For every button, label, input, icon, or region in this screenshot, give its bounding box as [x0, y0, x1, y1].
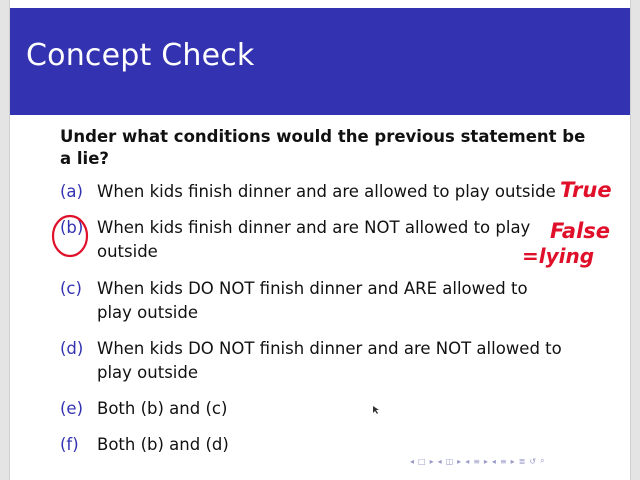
false-handwritten-note: False [550, 219, 611, 243]
left-arrow-icon[interactable]: ◂ [491, 456, 496, 466]
option-text: When kids DO NOT finish dinner and ARE allowed to play outside [97, 279, 528, 322]
right-arrow-icon[interactable]: ▸ [429, 456, 434, 466]
option-text: Both (b) and (c) [97, 399, 228, 418]
option-e [60, 397, 580, 421]
option-c [60, 277, 580, 325]
slide [10, 0, 630, 480]
option-label: (e) [60, 399, 84, 418]
zoom-icon[interactable]: ↺ [529, 456, 537, 466]
mouse-cursor-icon [372, 405, 380, 415]
option-label: (c) [60, 279, 82, 298]
lying-handwritten-note: =lying [522, 244, 595, 268]
option-label: (d) [60, 339, 84, 358]
frame-nav-icon[interactable]: □ [418, 456, 426, 466]
subsection-nav-icon[interactable]: ◫ [445, 456, 454, 466]
left-arrow-icon[interactable]: ◂ [465, 456, 470, 466]
section-nav-icon[interactable]: ≡ [473, 456, 480, 466]
true-handwritten-note: True [560, 178, 612, 202]
option-b [60, 216, 580, 264]
option-text: When kids finish dinner and are NOT allowed to play outside [97, 218, 531, 261]
right-window-border [630, 0, 640, 480]
option-label: (f) [60, 435, 79, 454]
option-label: (a) [60, 182, 83, 201]
title-bar [10, 8, 630, 115]
option-a [60, 180, 580, 204]
option-text: When kids finish dinner and are allowed to play outside [97, 182, 556, 201]
left-arrow-icon[interactable]: ◂ [437, 456, 442, 466]
slide-title: Concept Check [26, 38, 255, 73]
left-arrow-icon[interactable]: ◂ [410, 456, 415, 466]
right-arrow-icon[interactable]: ▸ [483, 456, 488, 466]
option-d [60, 337, 580, 385]
right-arrow-icon[interactable]: ▸ [457, 456, 462, 466]
right-arrow-icon[interactable]: ▸ [510, 456, 515, 466]
navigation-bar [410, 454, 630, 468]
option-label: (b) [60, 218, 84, 237]
section-nav-icon[interactable]: ≡ [499, 456, 507, 466]
align-icon[interactable]: ≣ [518, 456, 526, 466]
option-text: Both (b) and (d) [97, 435, 229, 454]
option-text: When kids DO NOT finish dinner and are NOT allowed to play outside [97, 339, 562, 382]
question-text: Under what conditions would the previous statement be a lie? [60, 127, 586, 168]
search-icon[interactable]: ⌕ [540, 456, 545, 465]
left-window-border [0, 0, 10, 480]
